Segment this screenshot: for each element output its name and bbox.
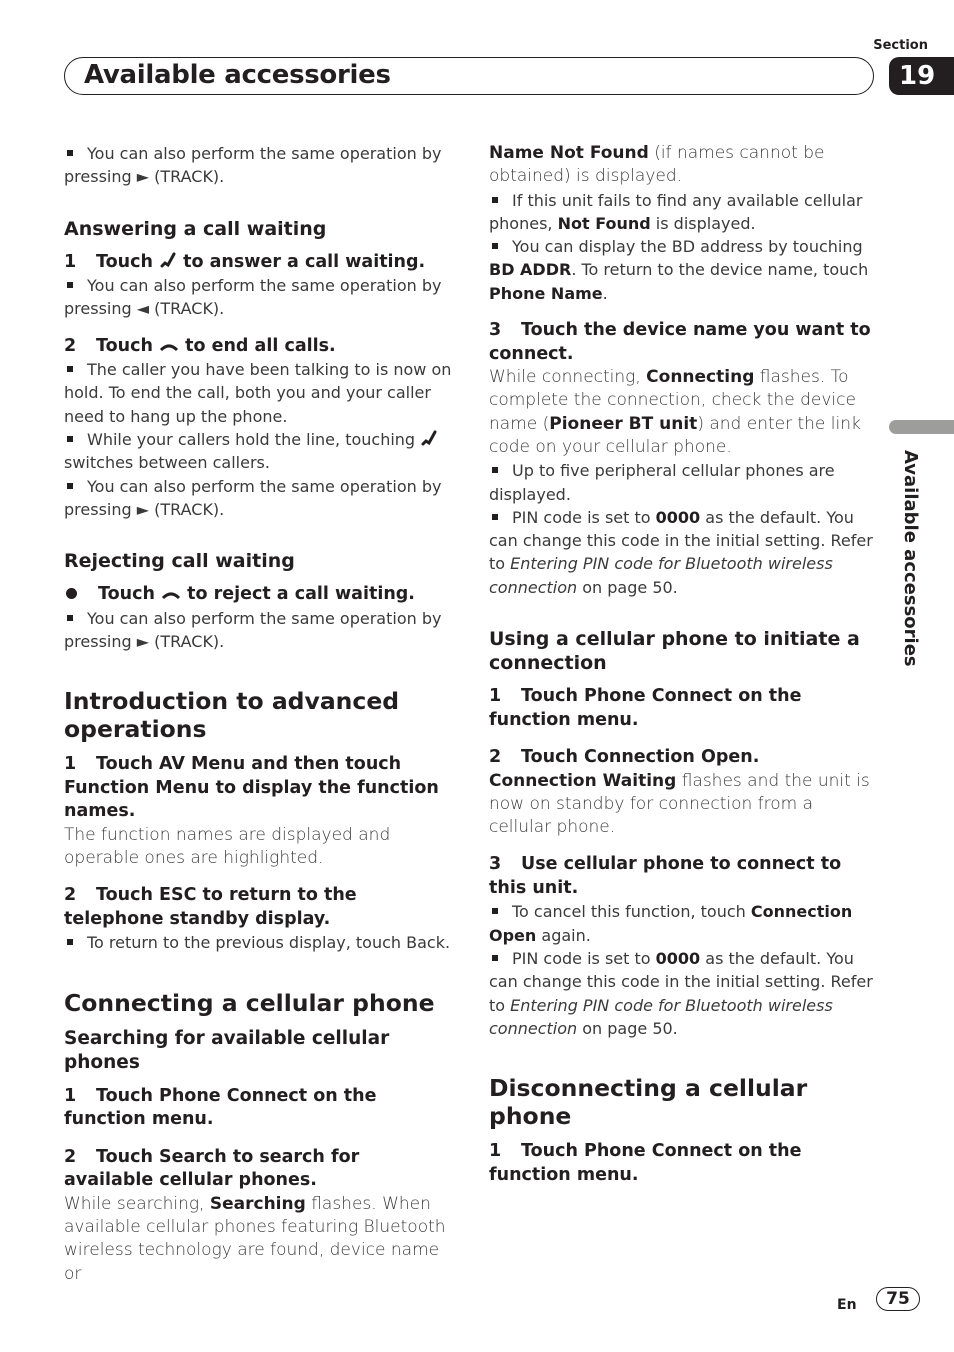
bullet-dot-icon bbox=[66, 588, 77, 599]
bullet-square-icon bbox=[67, 939, 73, 945]
connecting-body: While connecting, Connecting flashes. To complete the connection, check the device name (Pioneer BT unit) and enter the link code on your cellular phone. bbox=[489, 367, 861, 457]
note-not-found: If this unit fails to find any available cellular phones, Not Found is displayed. bbox=[489, 190, 863, 233]
bullet-square-icon bbox=[492, 955, 498, 961]
page-title: Available accessories bbox=[84, 60, 391, 90]
device-step-3: 3 Touch the device name you want to connect. bbox=[489, 320, 871, 364]
using-body: Connection Waiting flashes and the unit is now on standby for connection from a cellular phone. bbox=[489, 770, 870, 838]
intro-step-2: 2 Touch ESC to return to the telephone standby display. bbox=[64, 885, 357, 929]
note-track-3: You can also perform the same operation by pressing ► (TRACK). bbox=[64, 476, 442, 519]
left-column bbox=[64, 142, 454, 1286]
using-step-2: 2 Touch Connection Open. bbox=[489, 747, 760, 768]
search-step-2: 2 Touch Search to search for available cellular phones. bbox=[64, 1146, 360, 1191]
page-number: 75 bbox=[876, 1287, 920, 1311]
note-cancel: To cancel this function, touch Connection Open again. bbox=[489, 902, 853, 945]
bullet-square-icon bbox=[67, 282, 73, 288]
section-label: Section bbox=[873, 38, 928, 53]
bullet-square-icon bbox=[67, 150, 73, 156]
side-tab-marker bbox=[889, 420, 954, 434]
intro-step-1: 1 Touch AV Menu and then touch Function Menu to display the function names. bbox=[64, 754, 439, 822]
continuation-body: Name Not Found (if names cannot be obtained) is displayed. bbox=[489, 143, 825, 187]
disconnect-step-1: 1 Touch Phone Connect on the function menu. bbox=[489, 1141, 802, 1185]
search-step-1: 1 Touch Phone Connect on the function menu. bbox=[64, 1085, 377, 1130]
note-track-4: You can also perform the same operation by pressing ► (TRACK). bbox=[64, 608, 442, 652]
search-heading: Searching for available cellular phones bbox=[64, 1027, 390, 1073]
bullet-square-icon bbox=[492, 243, 498, 249]
note-track-1: You can also perform the same operation by pressing ► (TRACK). bbox=[64, 144, 442, 187]
note-hold: The caller you have been talking to is now on hold. To end the call, both you and your caller need to hang up the phone. bbox=[64, 360, 452, 426]
bullet-square-icon bbox=[67, 436, 73, 442]
bullet-square-icon bbox=[67, 366, 73, 372]
bullet-square-icon bbox=[492, 197, 498, 203]
answering-step: 1 Touch to answer a call waiting. bbox=[64, 251, 426, 272]
using-step-1: 1 Touch Phone Connect on the function menu. bbox=[489, 686, 802, 730]
note-bd-addr: You can display the BD address by touching BD ADDR. To return to the device name, touch Phone Name. bbox=[489, 237, 869, 303]
note-back: To return to the previous display, touch Back. bbox=[64, 931, 454, 954]
disconnect-heading: Disconnecting a cellular phone bbox=[489, 1074, 808, 1131]
end-calls-step: 2 Touch to end all calls. bbox=[64, 335, 336, 356]
bullet-square-icon bbox=[492, 514, 498, 520]
reject-step: Touch to reject a call waiting. bbox=[64, 583, 454, 607]
right-column bbox=[489, 142, 874, 1187]
phone-hangup-icon bbox=[161, 589, 181, 601]
section-number-badge: 19 bbox=[889, 57, 954, 95]
side-tab-label: Available accessories bbox=[900, 450, 921, 667]
using-step-3: 3 Use cellular phone to connect to this unit. bbox=[489, 854, 842, 898]
rejecting-heading: Rejecting call waiting bbox=[64, 550, 295, 573]
connect-heading: Connecting a cellular phone bbox=[64, 988, 435, 1017]
bullet-square-icon bbox=[492, 908, 498, 914]
phone-answer-icon bbox=[420, 429, 438, 447]
bullet-square-icon bbox=[67, 615, 73, 621]
note-five-phones: Up to five peripheral cellular phones are displayed. bbox=[489, 461, 835, 504]
intro-heading: Introduction to advanced operations bbox=[64, 687, 400, 744]
phone-answer-icon bbox=[159, 251, 177, 269]
search-body: While searching, Searching flashes. When available cellular phones featuring Bluetooth wireless technology are found, device name or bbox=[64, 1193, 446, 1284]
intro-body: The function names are displayed and operable ones are highlighted. bbox=[64, 824, 391, 869]
note-switch: While your callers hold the line, touching switches between callers. bbox=[64, 428, 454, 475]
using-heading: Using a cellular phone to initiate a connection bbox=[489, 628, 860, 675]
phone-hangup-icon bbox=[159, 341, 179, 353]
note-pin-1: PIN code is set to 0000 as the default. You can change this code in the initial setting. Refer to Entering PIN code for Bluetooth wireless connection on page 50. bbox=[489, 507, 873, 597]
bullet-square-icon bbox=[67, 483, 73, 489]
language-label: En bbox=[837, 1297, 857, 1313]
note-pin-2: PIN code is set to 0000 as the default. You can change this code in the initial setting. Refer to Entering PIN code for Bluetooth wireless connection on page 50. bbox=[489, 949, 873, 1038]
answering-heading: Answering a call waiting bbox=[64, 217, 327, 240]
bullet-square-icon bbox=[492, 467, 498, 473]
note-track-2: You can also perform the same operation by pressing ◄ (TRACK). bbox=[64, 276, 442, 319]
